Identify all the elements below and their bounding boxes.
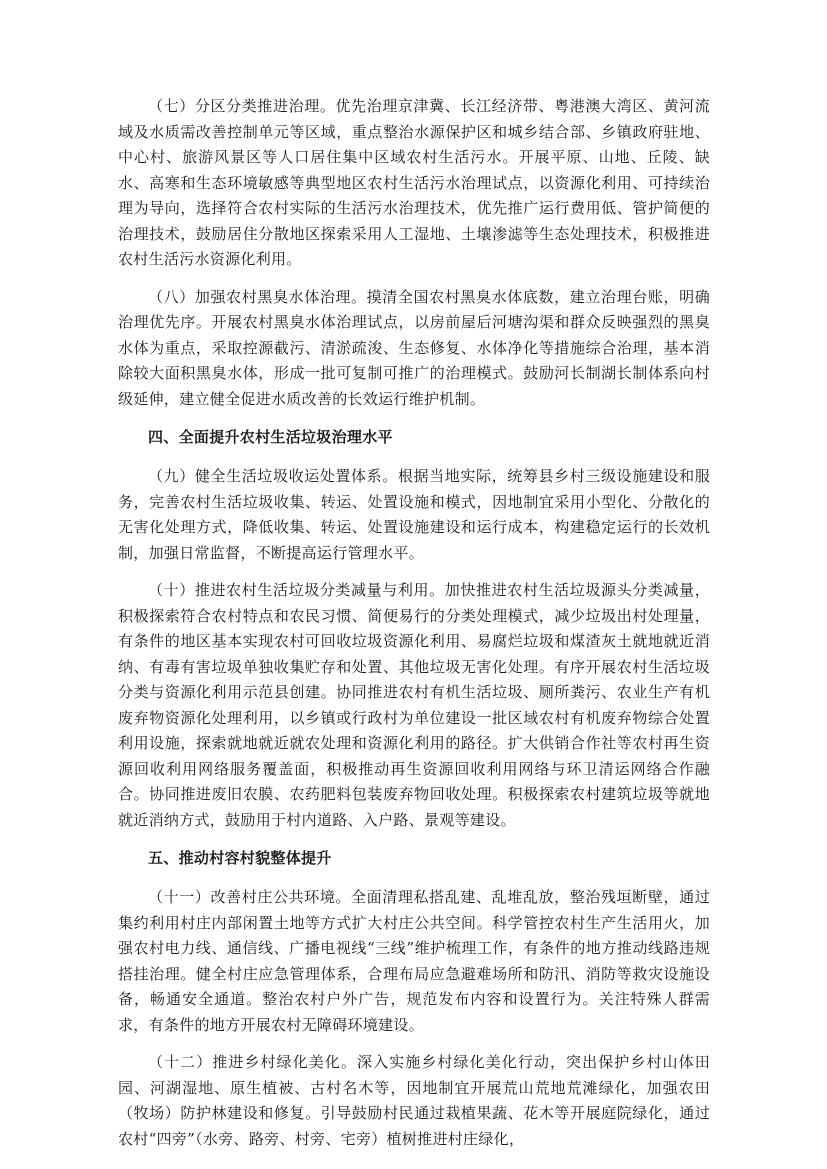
document-body [118,94,710,1164]
paragraph-7: （七）分区分类推进治理。优先治理京津冀、长江经济带、粤港澳大湾区、黄河流域及水质需改善控制单元等区域，重点整治水源保护区和城乡结合部、乡镇政府驻地、中心村、旅游风景区等人口居住集中区域农村生活污水。开展平原、山地、丘陵、缺水、高寒和生态环境敏感等典型地区农村生活污水治理试点，以资源化利用、可持续治理为导向，选择符合农村实际的生活污水治理技术，优先推广运行费用低、管护简便的治理技术，鼓励居住分散地区探索采用人工湿地、土壤渗滤等生态处理技术，积极推进农村生活污水资源化利用。 [118,97,710,268]
section-heading-4: 四、全面提升农村生活垃圾治理水平 [148,428,393,446]
paragraph-10: （十）推进农村生活垃圾分类减量与利用。加快推进农村生活垃圾源头分类减量，积极探索符合农村特点和农民习惯、简便易行的分类处理模式，减少垃圾出村处理量，有条件的地区基本实现农村可回收垃圾资源化利用、易腐烂垃圾和煤渣灰土就地就近消纳、有毒有害垃圾单独收集贮存和处置、其他垃圾无害化处理。有序开展农村生活垃圾分类与资源化利用示范县创建。协同推进农村有机生活垃圾、厕所粪污、农业生产有机废弃物资源化处理利用，以乡镇或行政村为单位建设一批区域农村有机废弃物综合处置利用设施，探索就地就近就农处理和资源化利用的路径。扩大供销合作社等农村再生资源回收利用网络服务覆盖面，积极推动再生资源回收利用网络与环卫清运网络合作融合。协同推进废旧农膜、农药肥料包装废弃物回收处理。积极探索农村建筑垃圾等就地就近消纳方式，鼓励用于村内道路、入户路、景观等建设。 [118,581,710,829]
paragraph-11: （十一）改善村庄公共环境。全面清理私搭乱建、乱堆乱放，整治残垣断壁，通过集约利用村庄内部闲置土地等方式扩大村庄公共空间。科学管控农村生产生活用火，加强农村电力线、通信线、广播电视线“三线”维护梳理工作，有条件的地方推动线路违规搭挂治理。健全村庄应急管理体系，合理布局应急避难场所和防汛、消防等救灾设施设备，畅通安全通道。整治农村户外广告，规范发布内容和设置行为。关注特殊人群需求，有条件的地方开展农村无障碍环境建设。 [118,888,710,1034]
paragraph-12: （十二）推进乡村绿化美化。深入实施乡村绿化美化行动，突出保护乡村山体田园、河湖湿地、原生植被、古村名木等，因地制宜开展荒山荒地荒滩绿化，加强农田（牧场）防护林建设和修复。引导鼓励村民通过栽植果蔬、花木等开展庭院绿化，通过农村“四旁”（水旁、路旁、村旁、宅旁）植树推进村庄绿化， [118,1053,710,1148]
section-heading-5: 五、推动村容村貌整体提升 [148,849,332,867]
paragraph-8: （八）加强农村黑臭水体治理。摸清全国农村黑臭水体底数，建立治理台账，明确治理优先序。开展农村黑臭水体治理试点，以房前屋后河塘沟渠和群众反映强烈的黑臭水体为重点，采取控源截污、清淤疏浚、生态修复、水体净化等措施综合治理，基本消除较大面积黑臭水体，形成一批可复制可推广的治理模式。鼓励河长制湖长制体系向村级延伸，建立健全促进水质改善的长效运行维护机制。 [118,287,710,408]
paragraph-9: （九）健全生活垃圾收运处置体系。根据当地实际，统筹县乡村三级设施建设和服务，完善农村生活垃圾收集、转运、处置设施和模式，因地制宜采用小型化、分散化的无害化处理方式，降低收集、转运、处置设施建设和运行成本，构建稳定运行的长效机制，加强日常监督，不断提高运行管理水平。 [118,467,710,562]
